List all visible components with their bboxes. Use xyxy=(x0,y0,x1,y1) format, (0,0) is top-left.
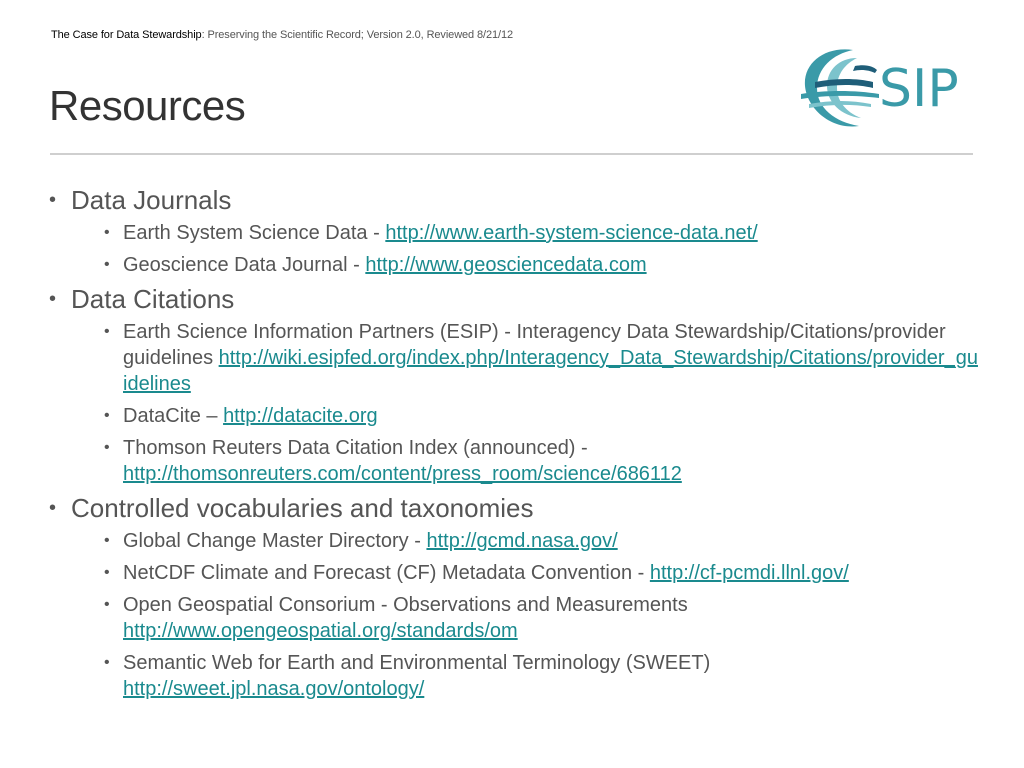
resource-item xyxy=(71,319,979,397)
resource-link[interactable]: http://www.geosciencedata.com xyxy=(365,254,647,276)
deck-header xyxy=(51,29,513,41)
section-list xyxy=(49,185,979,702)
resource-item xyxy=(71,592,979,644)
logo-text: SIP xyxy=(879,59,959,119)
resource-description: Open Geospatial Consorium - Observations and Measurements xyxy=(123,594,688,616)
resource-item xyxy=(71,252,979,278)
resource-description: Global Change Master Directory - xyxy=(123,530,427,552)
globe-swirl-icon xyxy=(801,49,879,126)
resource-link[interactable]: http://www.earth-system-science-data.net/ xyxy=(385,222,758,244)
bullet-icon: • xyxy=(104,323,110,340)
section-heading: Controlled vocabularies and taxonomies xyxy=(71,493,534,523)
bullet-icon: • xyxy=(104,439,110,456)
section-item xyxy=(49,493,979,702)
section-item xyxy=(49,185,979,278)
section-heading: Data Citations xyxy=(71,284,235,314)
bullet-icon: • xyxy=(104,256,110,273)
bullet-icon: • xyxy=(104,224,110,241)
resource-sublist xyxy=(71,220,979,278)
resource-description: Geoscience Data Journal - xyxy=(123,254,366,276)
resource-item xyxy=(71,650,979,702)
deck-title: The Case for Data Stewardship xyxy=(51,29,202,41)
bullet-icon: • xyxy=(104,564,110,581)
resource-link[interactable]: http://datacite.org xyxy=(223,405,378,427)
resource-item xyxy=(71,220,979,246)
section-item xyxy=(49,284,979,487)
resource-link[interactable]: http://cf-pcmdi.llnl.gov/ xyxy=(649,562,849,584)
resource-list xyxy=(49,185,979,708)
resource-link[interactable]: http://www.opengeospatial.org/standards/om xyxy=(123,620,518,642)
title-divider xyxy=(50,153,973,155)
resource-item xyxy=(71,560,979,586)
resource-description: Semantic Web for Earth and Environmental Terminology (SWEET) xyxy=(123,652,711,674)
bullet-icon: • xyxy=(49,497,57,519)
resource-sublist xyxy=(71,528,979,702)
resource-link[interactable]: http://wiki.esipfed.org/index.php/Interagency_Data_Stewardship/Citations/provider_guidelines xyxy=(123,347,978,395)
resource-description: DataCite – xyxy=(123,405,224,427)
resource-description: Thomson Reuters Data Citation Index (announced) - xyxy=(123,437,588,459)
section-heading: Data Journals xyxy=(71,185,232,215)
bullet-icon: • xyxy=(104,654,110,671)
deck-subtitle: : Preserving the Scientific Record; Version 2.0, Reviewed 8/21/12 xyxy=(201,29,514,41)
page-title: Resources xyxy=(49,82,246,129)
resource-sublist xyxy=(71,319,979,487)
resource-link[interactable]: http://sweet.jpl.nasa.gov/ontology/ xyxy=(123,678,425,700)
resource-item xyxy=(71,435,979,487)
resource-description: Earth Science Information Partners (ESIP) - Interagency Data Stewardship/Citations/provider guidelines xyxy=(123,321,946,369)
bullet-icon: • xyxy=(49,288,57,310)
bullet-icon: • xyxy=(104,407,110,424)
bullet-icon: • xyxy=(104,596,110,613)
bullet-icon: • xyxy=(49,189,57,211)
resource-item xyxy=(71,403,979,429)
resource-item xyxy=(71,528,979,554)
bullet-icon: • xyxy=(104,532,110,549)
esip-logo xyxy=(795,38,975,138)
resource-link[interactable]: http://gcmd.nasa.gov/ xyxy=(426,530,618,552)
resource-description: Earth System Science Data - xyxy=(123,222,386,244)
resource-description: NetCDF Climate and Forecast (CF) Metadata Convention - xyxy=(123,562,650,584)
resource-link[interactable]: http://thomsonreuters.com/content/press_room/science/686112 xyxy=(123,463,682,485)
